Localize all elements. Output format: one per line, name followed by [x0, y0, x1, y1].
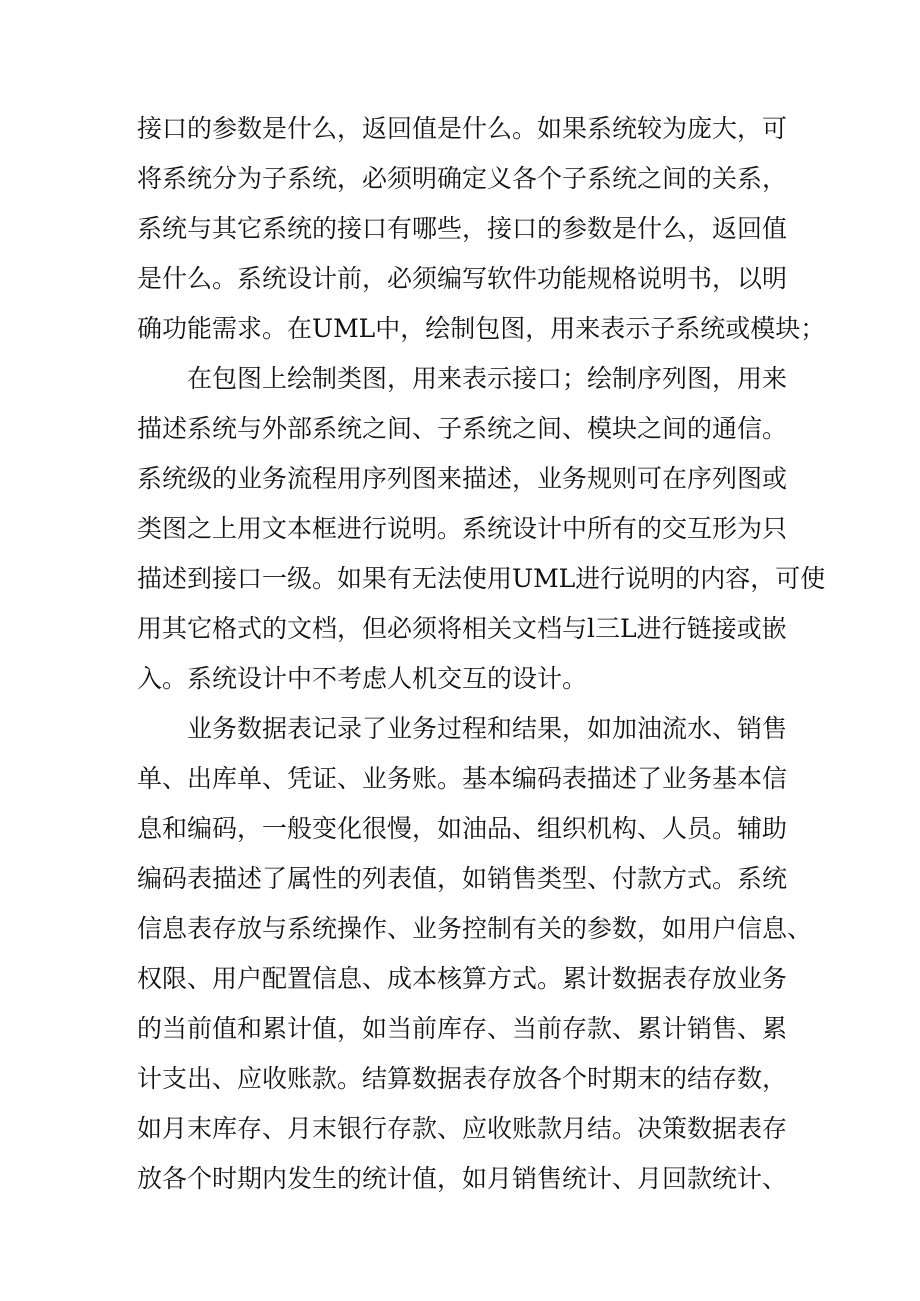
paragraph-3-line-7: 的当前值和累计值，如当前库存、当前存款、累计销售、累 — [137, 1014, 788, 1043]
paragraph-2-line-6: 用其它格式的文档，但必须将相关文档与l三L进行链接或嵌 — [137, 614, 787, 643]
paragraph-3-line-6: 权限、用户配置信息、成本核算方式。累计数据表存放业务 — [137, 964, 788, 993]
paragraph-3-line-5: 信息表存放与系统操作、业务控制有关的参数，如用户信息、 — [137, 914, 813, 943]
paragraph-3-line-4: 编码表描述了属性的列表值，如销售类型、付款方式。系统 — [137, 864, 788, 893]
paragraph-2-line-1: 在包图上绘制类图，用来表示接口；绘制序列图，用来 — [187, 364, 788, 393]
paragraph-3-line-2: 单、出库单、凭证、业务账。基本编码表描述了业务基本信 — [137, 764, 788, 793]
paragraph-2-line-2: 描述系统与外部系统之间、子系统之间、模块之间的通信。 — [137, 414, 788, 443]
paragraph-3-line-10: 放各个时期内发生的统计值，如月销售统计、月回款统计、 — [137, 1164, 788, 1193]
paragraph-3-line-8: 计支出、应收账款。结算数据表存放各个时期末的结存数， — [137, 1064, 788, 1093]
paragraph-2-line-4: 类图之上用文本框进行说明。系统设计中所有的交互形为只 — [137, 514, 788, 543]
paragraph-1-line-5: 确功能需求。在UML中，绘制包图，用来表示子系统或模块； — [137, 314, 826, 343]
paragraph-3-line-9: 如月末库存、月末银行存款、应收账款月结。决策数据表存 — [137, 1114, 788, 1143]
paragraph-1-line-2: 将系统分为子系统，必须明确定义各个子系统之间的关系， — [137, 164, 788, 193]
paragraph-2-line-3: 系统级的业务流程用序列图来描述，业务规则可在序列图或 — [137, 464, 788, 493]
paragraph-1-line-3: 系统与其它系统的接口有哪些，接口的参数是什么，返回值 — [137, 214, 788, 243]
paragraph-2-line-7: 入。系统设计中不考虑人机交互的设计。 — [137, 664, 588, 693]
paragraph-1-line-1: 接口的参数是什么，返回值是什么。如果系统较为庞大，可 — [137, 114, 788, 143]
paragraph-2-line-5: 描述到接口一级。如果有无法使用UML进行说明的内容，可使 — [137, 564, 826, 593]
paragraph-3-line-3: 息和编码，一般变化很慢，如油品、组织机构、人员。辅助 — [137, 814, 788, 843]
paragraph-1-line-4: 是什么。系统设计前，必须编写软件功能规格说明书，以明 — [137, 264, 788, 293]
paragraph-3-line-1: 业务数据表记录了业务过程和结果，如加油流水、销售 — [187, 714, 788, 743]
